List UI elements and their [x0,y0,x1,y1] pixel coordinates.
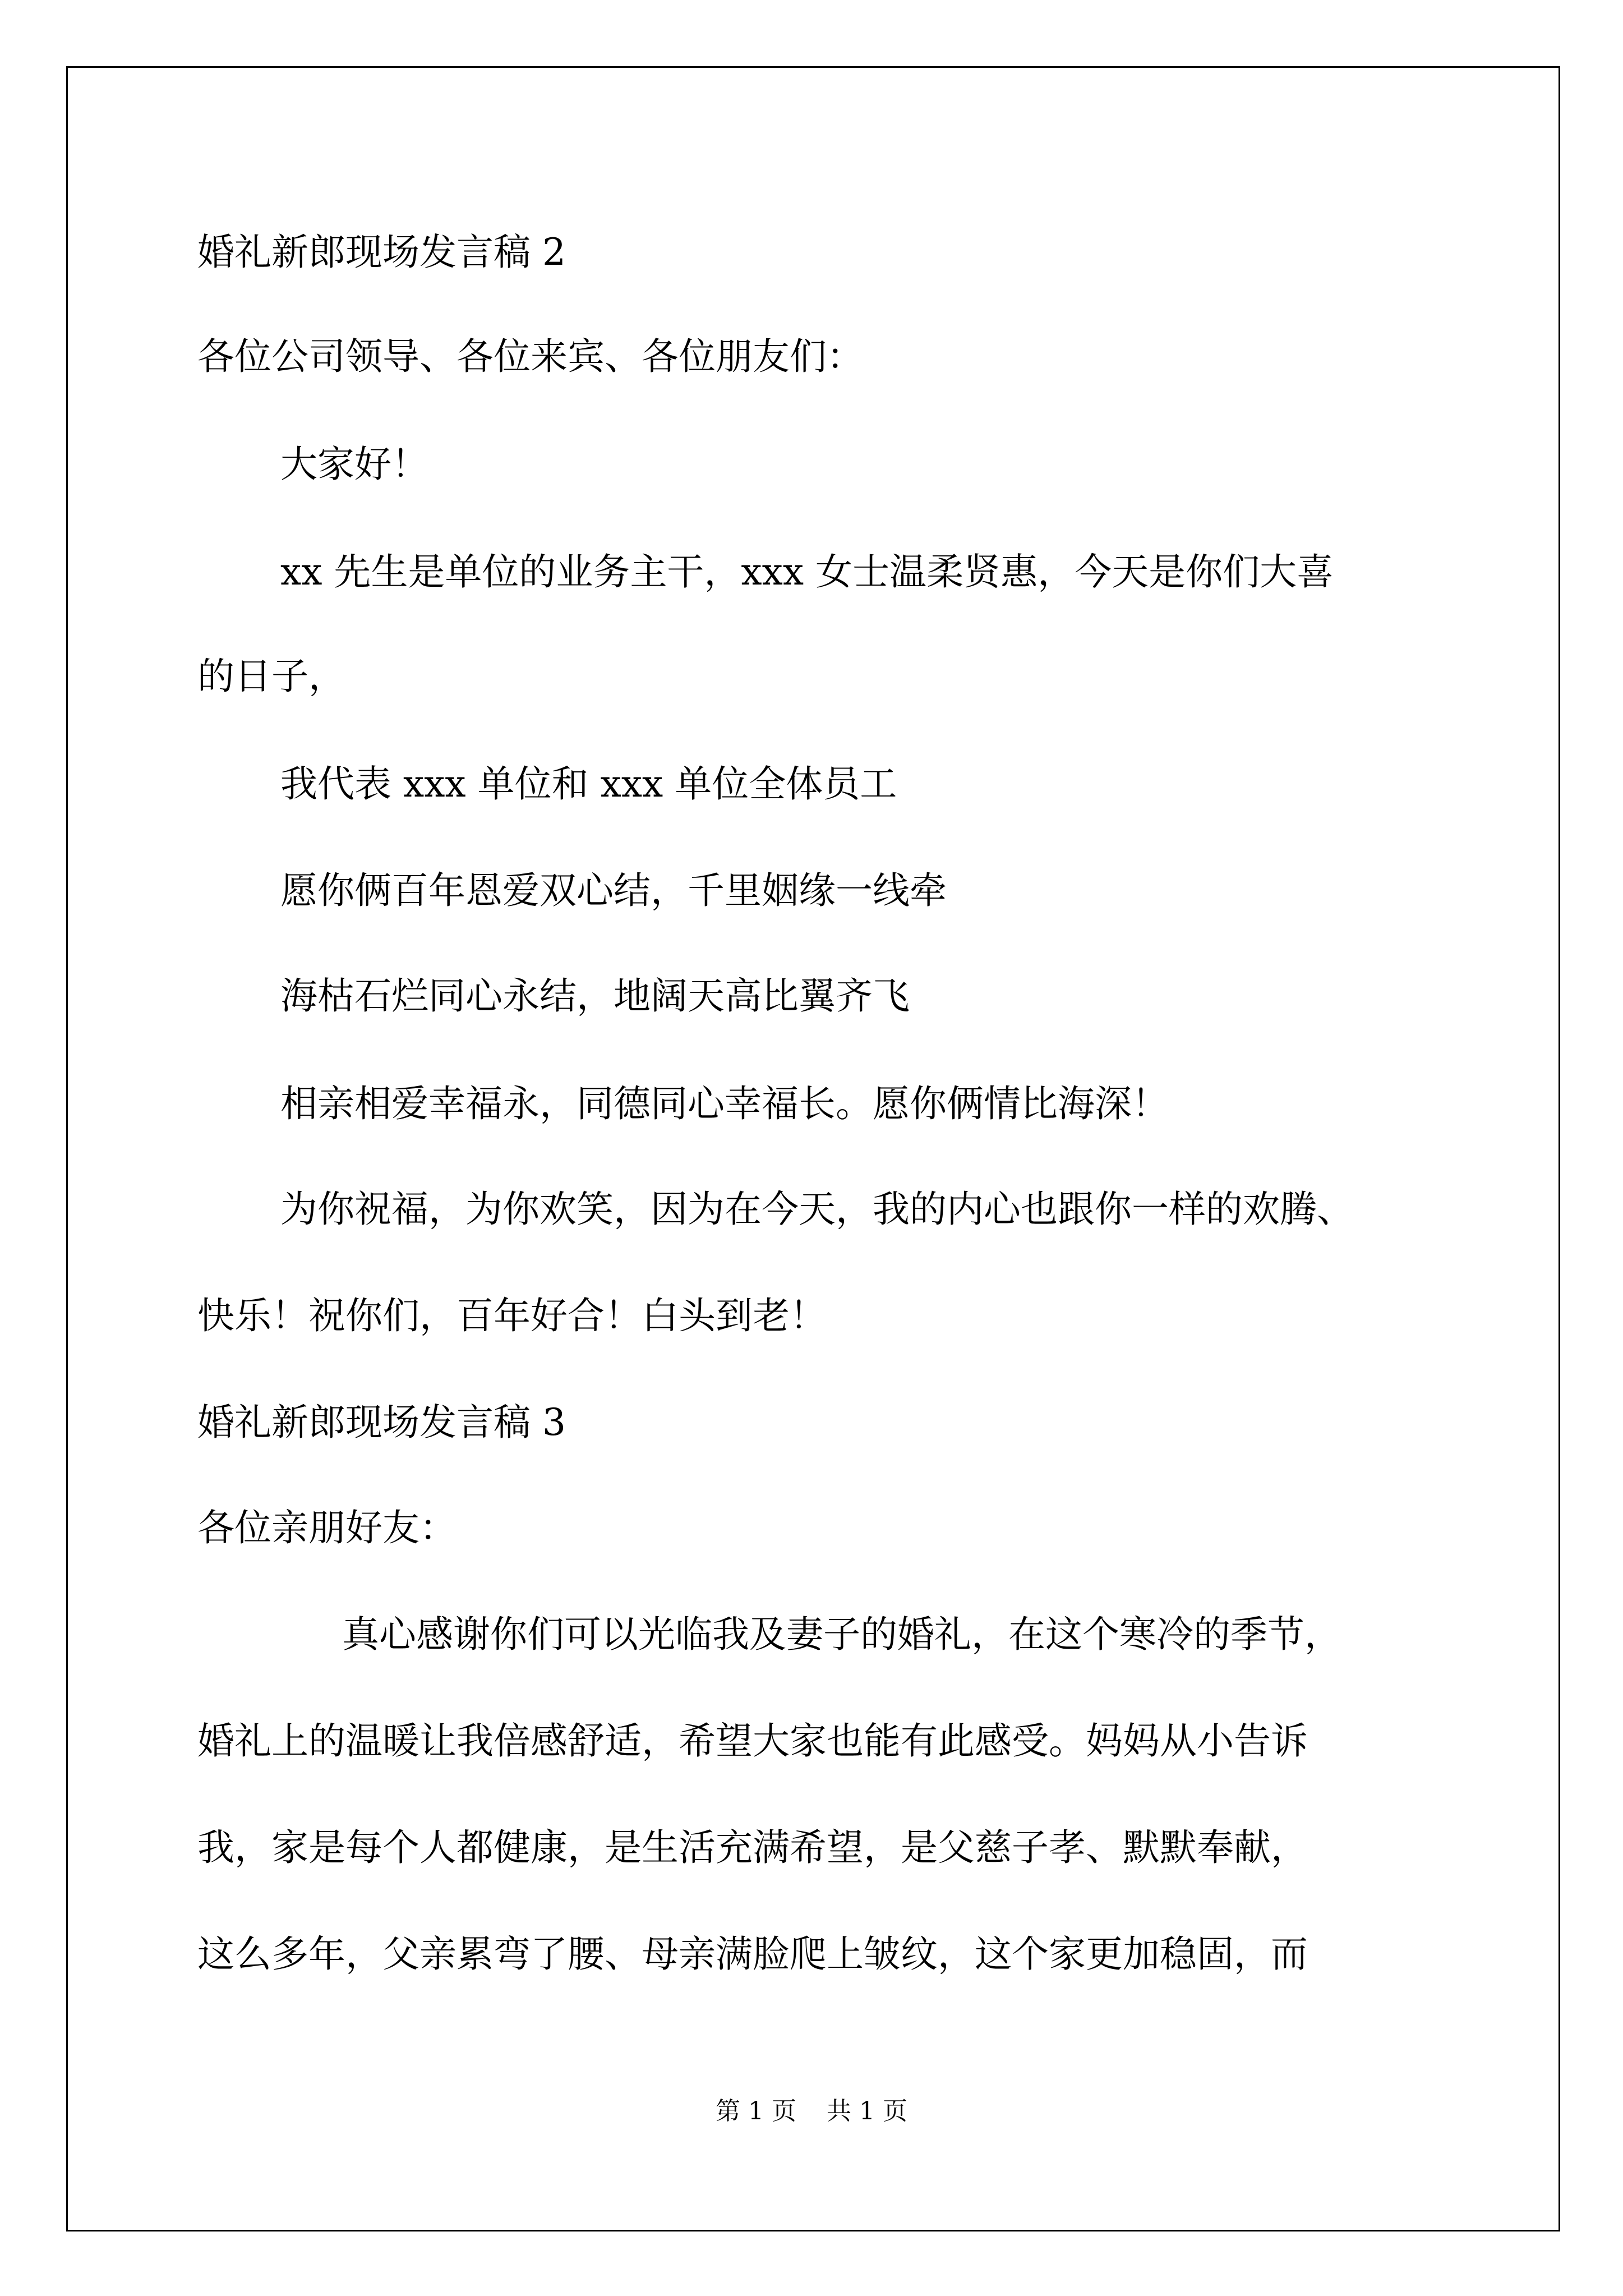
paragraph-line: 快乐！祝你们，百年好合！白头到老！ [197,1294,827,1337]
paragraph-line: 我，家是每个人都健康，是生活充满希望，是父慈子孝、默默奉献， [197,1826,1308,1869]
salutation: 各位亲朋好友： [197,1506,457,1549]
paragraph-line: 的日子， [197,655,345,698]
paragraph-line: xx 先生是单位的业务主干，xxx 女士温柔贤惠，今天是你们大喜 [280,550,1334,593]
paragraph-line: 海枯石烂同心永结，地阔天高比翼齐飞 [280,974,910,1018]
paragraph-line: 婚礼上的温暖让我倍感舒适，希望大家也能有此感受。妈妈从小告诉 [197,1719,1308,1763]
page-count: 共 1 页 [827,2097,907,2125]
paragraph-line: 我代表 xxx 单位和 xxx 单位全体员工 [280,762,897,806]
section-heading: 婚礼新郎现场发言稿 3 [197,1401,566,1444]
paragraph-line: 真心感谢你们可以光临我及妻子的婚礼，在这个寒冷的季节， [342,1613,1341,1656]
page-number: 第 1 页 [716,2097,796,2125]
paragraph-line: 这么多年，父亲累弯了腰、母亲满脸爬上皱纹，这个家更加稳固，而 [197,1932,1308,1976]
page-border [66,66,1560,2231]
paragraph-line: 为你祝福，为你欢笑，因为在今天，我的内心也跟你一样的欢腾、 [280,1188,1354,1231]
salutation: 各位公司领导、各位来宾、各位朋友们： [197,335,864,378]
section-heading: 婚礼新郎现场发言稿 2 [197,231,566,274]
paragraph-line: 相亲相爱幸福永，同德同心幸福长。愿你俩情比海深！ [280,1082,1169,1125]
greeting: 大家好！ [280,443,428,486]
page-footer [0,2096,1623,2127]
paragraph-line: 愿你俩百年恩爱双心结，千里姻缘一线牵 [280,869,947,912]
